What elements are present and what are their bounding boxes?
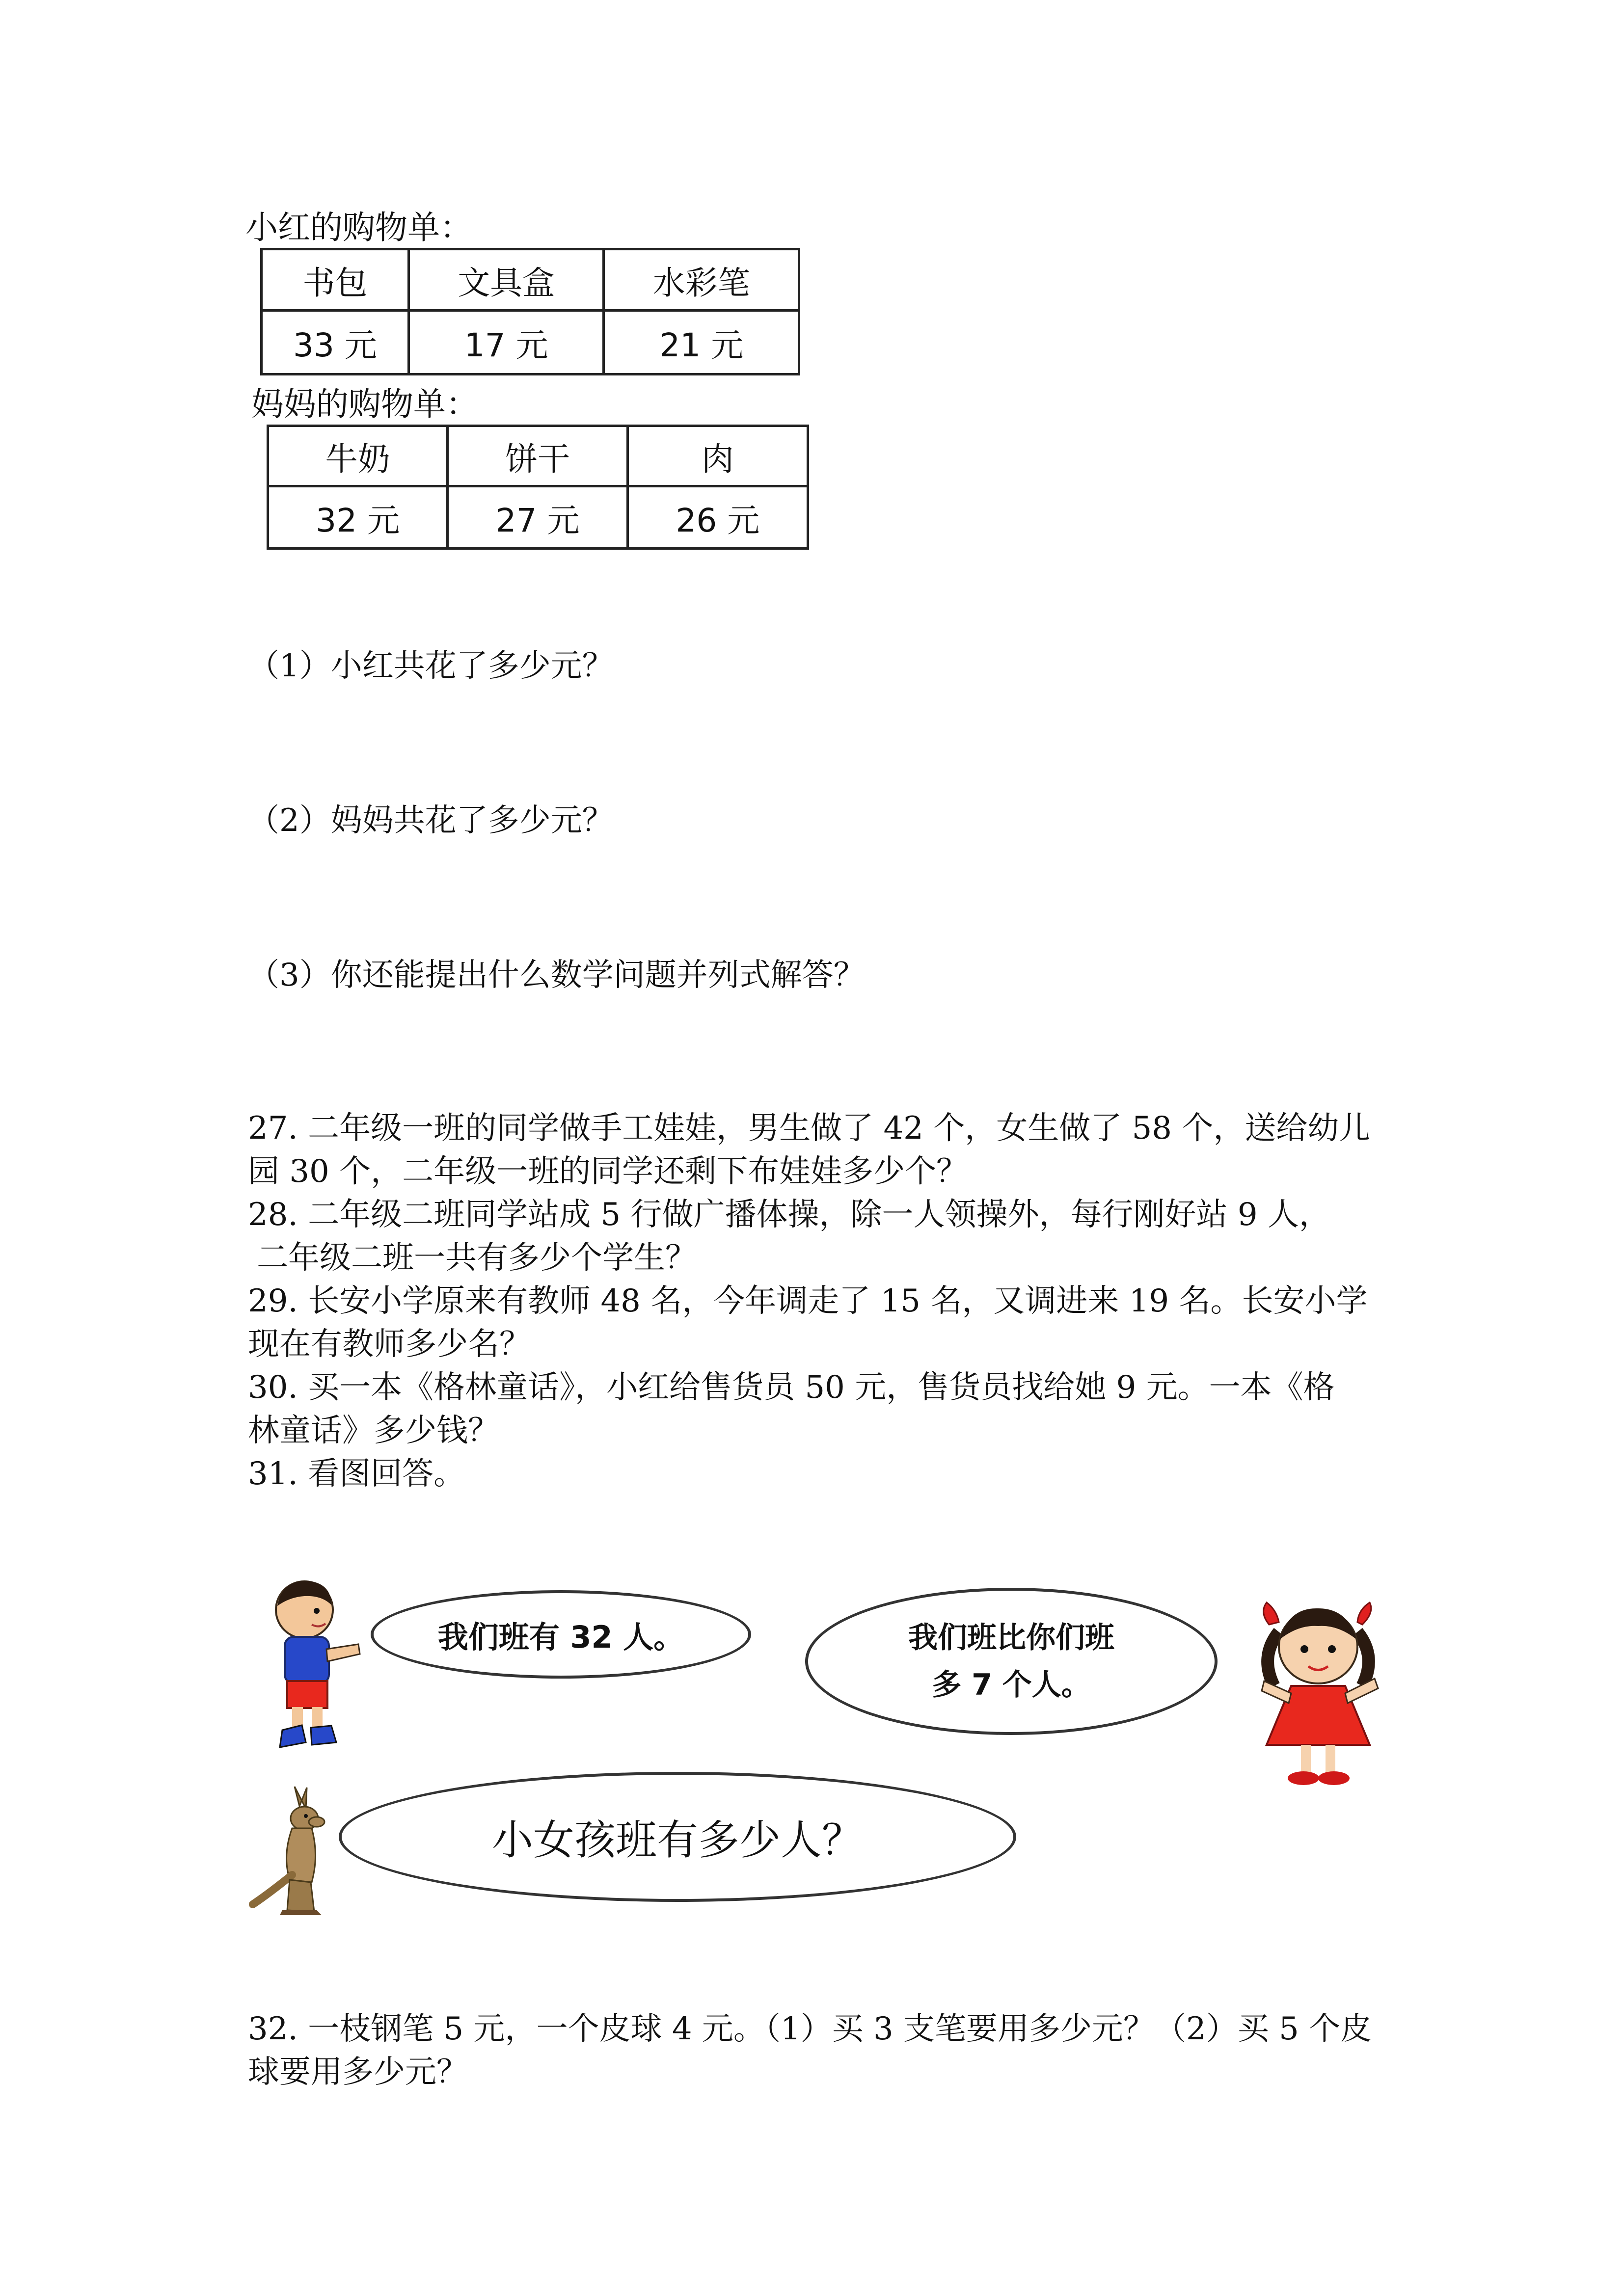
table-cell: 肉 — [627, 426, 808, 486]
problem-28-line-2: 二年级二班一共有多少个学生？ — [257, 1240, 697, 1276]
table-cell: 21 元 — [604, 311, 799, 374]
problem-30-line-2: 林童话》多少钱？ — [248, 1413, 499, 1449]
problem-29-line-2: 现在有教师多少名？ — [248, 1326, 531, 1362]
question-2: （2）妈妈共花了多少元？ — [248, 802, 614, 839]
problem-28-line-1: 28. 二年级二班同学站成 5 行做广播体操，除一人领操外，每行刚好站 9 人， — [248, 1197, 1330, 1233]
problem-27-line-1: 27. 二年级一班的同学做手工娃娃，男生做了 42 个，女生做了 58 个，送给幼儿 — [248, 1110, 1371, 1147]
table-cell: 17 元 — [408, 311, 604, 374]
girl-speech-line-2: 多 7 个人。 — [932, 1668, 1091, 1702]
boy-speech-text: 我们班有 32 人。 — [437, 1619, 684, 1655]
question-3: （3）你还能提出什么数学问题并列式解答？ — [248, 957, 865, 993]
table-cell: 水彩笔 — [604, 249, 799, 311]
table-cell: 饼干 — [448, 426, 627, 486]
table-cell: 26 元 — [627, 486, 808, 549]
problem-32-line-2: 球要用多少元？ — [248, 2054, 468, 2090]
table-cell: 书包 — [262, 249, 409, 311]
problem-29-line-1: 29. 长安小学原来有教师 48 名，今年调走了 15 名，又调进来 19 名。长安小学 — [248, 1283, 1368, 1319]
word-problem-32 — [248, 2007, 1392, 2094]
kangaroo-speech-bubble — [339, 1772, 1016, 1902]
problem-31: 31. 看图回答。 — [248, 1456, 465, 1492]
girl-illustration — [1249, 1598, 1392, 1794]
mama-list-caption: 妈妈的购物单： — [251, 385, 478, 423]
girl-speech-line-1: 我们班比你们班 — [908, 1621, 1114, 1655]
problem-27-line-2: 园 30 个，二年级一班的同学还剩下布娃娃多少个？ — [248, 1153, 968, 1190]
problem-30-line-1: 30. 买一本《格林童话》，小红给售货员 50 元，售货员找给她 9 元。一本《格 — [248, 1369, 1335, 1406]
xiaohong-price-table — [260, 248, 800, 375]
xiaohong-list-caption: 小红的购物单： — [245, 209, 472, 246]
word-problems — [248, 1107, 1392, 1495]
table-cell: 33 元 — [262, 311, 409, 374]
kangaroo-illustration — [248, 1782, 346, 1919]
table-cell: 27 元 — [448, 486, 627, 549]
boy-speech-bubble — [371, 1590, 751, 1679]
question-1: （1）小红共花了多少元？ — [248, 648, 614, 684]
boy-illustration — [253, 1575, 366, 1757]
problem-32-line-1: 32. 一枝钢笔 5 元，一个皮球 4 元。（1）买 3 支笔要用多少元？（2）买 5 个皮 — [248, 2011, 1372, 2047]
table-cell: 牛奶 — [268, 426, 448, 486]
table-cell: 32 元 — [268, 486, 448, 549]
kangaroo-speech-text: 小女孩班有多少人？ — [491, 1816, 863, 1864]
mama-price-table — [267, 425, 809, 550]
table-cell: 文具盒 — [408, 249, 604, 311]
girl-speech-bubble — [805, 1588, 1218, 1735]
